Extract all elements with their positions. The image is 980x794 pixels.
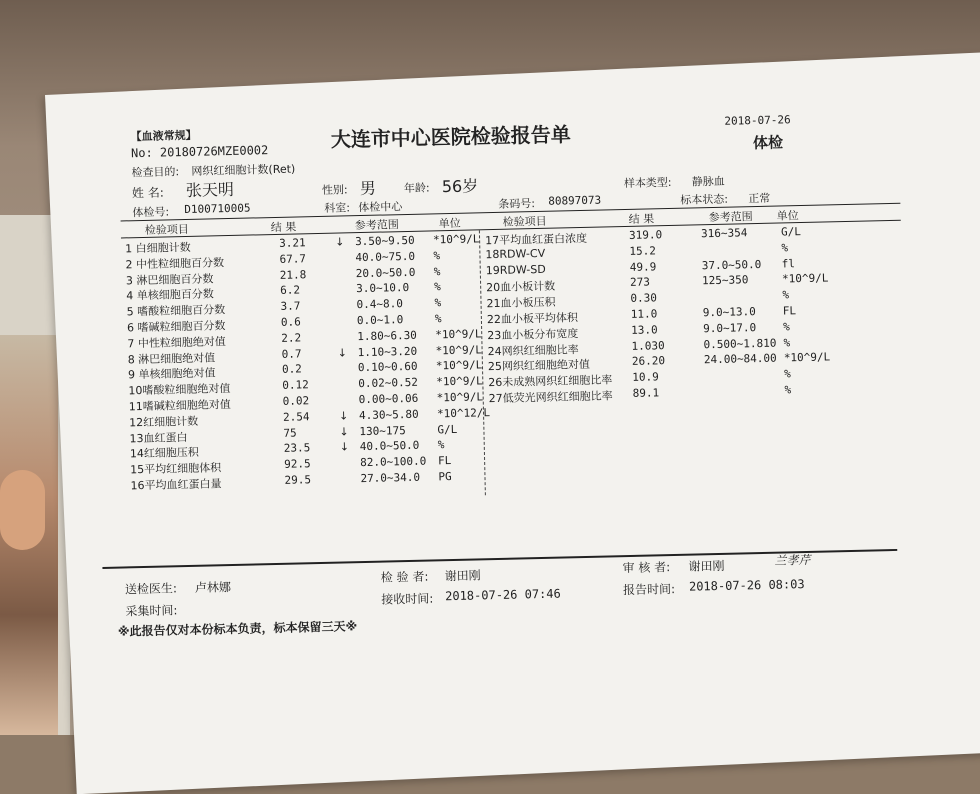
row-range: 130~175 bbox=[359, 423, 406, 438]
row-item: 19RDW-SD bbox=[485, 262, 546, 277]
row-item: 8 淋巴细胞绝对值 bbox=[127, 350, 216, 366]
row-range: 4.30~5.80 bbox=[358, 407, 419, 422]
header-range-right: 参考范围 bbox=[708, 210, 753, 225]
report-number: No: 20180726MZE0002 bbox=[130, 143, 269, 161]
row-range: 9.0~13.0 bbox=[702, 305, 756, 320]
exam-no-value: D100710005 bbox=[184, 201, 251, 217]
row-range: 1.80~6.30 bbox=[357, 328, 418, 343]
row-unit: *10^9/L bbox=[781, 271, 829, 286]
row-item: 11嗜碱粒细胞绝对值 bbox=[128, 398, 231, 414]
row-result: 3.21 bbox=[278, 236, 306, 250]
row-result: 0.2 bbox=[281, 362, 303, 377]
report-dept-type: 体检 bbox=[752, 133, 784, 153]
row-result: 29.5 bbox=[284, 473, 312, 487]
barcode-label: 条码号: bbox=[498, 197, 536, 211]
gender-label: 性别: bbox=[321, 183, 348, 197]
row-unit: FL bbox=[782, 304, 797, 318]
row-result: 2.2 bbox=[281, 331, 302, 345]
row-unit: *10^9/L bbox=[436, 390, 484, 405]
row-range: 20.0~50.0 bbox=[355, 265, 416, 280]
room-value: 体检中心 bbox=[358, 200, 403, 215]
room-label: 科室: bbox=[324, 201, 351, 215]
row-range: 0.4~8.0 bbox=[356, 297, 404, 312]
row-unit: *10^9/L bbox=[435, 327, 482, 342]
row-flag: ↓ bbox=[338, 409, 349, 423]
row-unit: *10^12/L bbox=[436, 405, 491, 421]
sample-type-value: 静脉血 bbox=[691, 174, 725, 189]
age-label: 年龄: bbox=[403, 181, 430, 196]
row-flag: ↓ bbox=[339, 424, 349, 439]
row-result: 0.30 bbox=[630, 291, 658, 306]
tester-label: 检 验 者: bbox=[380, 569, 429, 585]
tester-value: 谢田刚 bbox=[444, 568, 481, 584]
row-unit: % bbox=[434, 312, 442, 326]
row-item: 21血小板压积 bbox=[486, 295, 556, 311]
report-time-value: 2018-07-26 08:03 bbox=[688, 577, 805, 594]
row-result: 26.20 bbox=[631, 354, 666, 369]
row-unit: % bbox=[434, 296, 442, 310]
row-item: 17平均血红蛋白浓度 bbox=[484, 231, 588, 248]
row-result: 23.5 bbox=[283, 441, 311, 456]
row-unit: FL bbox=[437, 454, 452, 468]
row-unit: G/L bbox=[437, 422, 458, 436]
row-range: 0.0~1.0 bbox=[356, 313, 404, 328]
row-range: 40.0~50.0 bbox=[359, 439, 420, 454]
row-range: 40.0~75.0 bbox=[355, 249, 416, 264]
row-range: 37.0~50.0 bbox=[701, 257, 762, 272]
row-flag: ↓ bbox=[339, 440, 350, 454]
row-result: 13.0 bbox=[631, 323, 658, 337]
row-unit: PG bbox=[438, 470, 452, 484]
receive-time-label: 接收时间: bbox=[381, 591, 434, 607]
gender-value: 男 bbox=[359, 178, 377, 199]
row-item: 13血红蛋白 bbox=[129, 430, 188, 445]
row-unit: % bbox=[783, 320, 790, 334]
row-result: 15.2 bbox=[629, 244, 657, 258]
row-unit: *10^9/L bbox=[436, 374, 483, 389]
row-range: 125~350 bbox=[701, 273, 749, 288]
row-item: 16平均血红蛋白量 bbox=[130, 477, 222, 493]
row-item: 7 中性粒细胞绝对值 bbox=[127, 334, 226, 351]
report-title: 大连市中心医院检验报告单 bbox=[330, 122, 572, 152]
row-item: 27低荧光网织红细胞比率 bbox=[488, 389, 613, 406]
row-item: 15平均红细胞体积 bbox=[130, 461, 222, 477]
row-unit: *10^9/L bbox=[783, 350, 831, 365]
row-result: 6.2 bbox=[280, 283, 301, 298]
header-unit-right: 单位 bbox=[776, 209, 799, 223]
sample-type-label: 样本类型: bbox=[623, 175, 672, 191]
row-item: 26未成熟网织红细胞比率 bbox=[488, 373, 613, 390]
row-range: 3.0~10.0 bbox=[356, 281, 410, 296]
sender-label: 送检医生: bbox=[124, 581, 178, 597]
header-item-left: 检验项目 bbox=[144, 222, 189, 237]
row-result: 49.9 bbox=[629, 259, 657, 274]
row-item: 12红细胞计数 bbox=[129, 414, 199, 430]
report-date: 2018-07-26 bbox=[724, 113, 791, 128]
lab-report bbox=[52, 88, 966, 748]
row-item: 9 单核细胞绝对值 bbox=[127, 366, 216, 382]
row-unit: *10^9/L bbox=[435, 358, 483, 373]
row-unit: % bbox=[437, 438, 445, 452]
exam-no-label: 体检号: bbox=[132, 205, 170, 220]
row-result: 1.030 bbox=[631, 338, 665, 353]
row-result: 273 bbox=[629, 275, 651, 290]
name-value: 张天明 bbox=[185, 179, 235, 200]
photo-face bbox=[0, 470, 45, 550]
row-result: 89.1 bbox=[632, 386, 660, 400]
row-result: 0.7 bbox=[281, 346, 302, 361]
reviewer-value: 谢田刚 bbox=[688, 558, 725, 574]
row-item: 25网织红细胞绝对值 bbox=[487, 358, 591, 374]
header-result-right: 结 果 bbox=[628, 212, 655, 226]
row-flag: ↓ bbox=[334, 235, 345, 249]
row-item: 4 单核细胞百分数 bbox=[126, 287, 214, 303]
row-item: 3 淋巴细胞百分数 bbox=[125, 271, 214, 287]
row-unit: fl bbox=[781, 256, 796, 271]
row-range: 316~354 bbox=[700, 226, 748, 241]
row-item: 10嗜酸粒细胞绝对值 bbox=[128, 382, 231, 398]
row-range: 0.500~1.810 bbox=[703, 336, 777, 351]
reviewer-label: 审 核 者: bbox=[622, 560, 671, 576]
row-result: 11.0 bbox=[630, 307, 658, 321]
row-range: 27.0~34.0 bbox=[360, 470, 421, 486]
row-range: 82.0~100.0 bbox=[359, 454, 427, 470]
row-result: 2.54 bbox=[282, 410, 310, 424]
report-category: 【血液常规】 bbox=[130, 128, 197, 144]
row-result: 0.6 bbox=[280, 315, 301, 329]
row-unit: % bbox=[784, 383, 792, 397]
name-label: 姓 名: bbox=[131, 185, 164, 201]
collect-time-label: 采集时间: bbox=[125, 603, 178, 619]
row-item: 1 白细胞计数 bbox=[125, 240, 191, 256]
handwritten-signature: 兰孝芹 bbox=[774, 552, 811, 568]
header-unit-left: 单位 bbox=[438, 216, 461, 231]
row-result: 3.7 bbox=[280, 299, 301, 314]
row-range: 24.00~84.00 bbox=[703, 352, 777, 367]
row-result: 10.9 bbox=[632, 370, 659, 385]
row-range: 0.00~0.06 bbox=[358, 391, 419, 407]
barcode-value: 80897073 bbox=[548, 193, 602, 208]
header-range-left: 参考范围 bbox=[354, 218, 399, 233]
disclaimer-note: ※此报告仅对本份标本负责，标本保留三天※ bbox=[117, 619, 358, 639]
row-result: 92.5 bbox=[284, 457, 311, 472]
row-range: 0.10~0.60 bbox=[357, 360, 418, 375]
row-unit: G/L bbox=[780, 225, 802, 239]
row-result: 21.8 bbox=[279, 267, 307, 282]
age-value: 56岁 bbox=[441, 176, 479, 197]
row-unit: % bbox=[783, 335, 791, 350]
sample-state-value: 正常 bbox=[748, 191, 771, 206]
row-result: 319.0 bbox=[628, 228, 663, 242]
row-item: 6 嗜碱粒细胞百分数 bbox=[126, 319, 226, 335]
row-item: 2 中性粒细胞百分数 bbox=[125, 255, 225, 272]
row-unit: % bbox=[434, 280, 441, 294]
purpose-value: 网织红细胞计数(Ret) bbox=[191, 162, 296, 178]
row-item: 23血小板分布宽度 bbox=[487, 326, 579, 342]
receive-time-value: 2018-07-26 07:46 bbox=[445, 586, 561, 604]
row-unit: *10^9/L bbox=[432, 232, 480, 247]
row-unit: % bbox=[433, 264, 441, 278]
row-item: 18RDW-CV bbox=[485, 246, 546, 261]
row-item: 22血小板平均体积 bbox=[486, 311, 579, 327]
row-result: 0.12 bbox=[282, 378, 309, 393]
row-range: 9.0~17.0 bbox=[703, 320, 757, 336]
row-range: 0.02~0.52 bbox=[358, 375, 419, 391]
row-item: 5 嗜酸粒细胞百分数 bbox=[126, 303, 226, 319]
row-item: 20血小板计数 bbox=[486, 280, 556, 295]
row-item: 24网织红细胞比率 bbox=[487, 342, 579, 358]
row-result: 75 bbox=[283, 426, 297, 440]
header-item-right: 检验项目 bbox=[502, 214, 547, 229]
row-item: 14红细胞压积 bbox=[129, 446, 200, 461]
row-range: 3.50~9.50 bbox=[354, 233, 415, 249]
report-time-label: 报告时间: bbox=[622, 581, 676, 598]
row-unit: % bbox=[782, 288, 790, 302]
row-unit: *10^9/L bbox=[435, 342, 483, 357]
row-unit: % bbox=[433, 249, 441, 263]
sample-state-label: 标本状态: bbox=[680, 192, 729, 207]
header-result-left: 结 果 bbox=[270, 220, 297, 235]
row-unit: % bbox=[784, 367, 791, 381]
row-result: 67.7 bbox=[279, 252, 307, 266]
row-range: 1.10~3.20 bbox=[357, 344, 418, 359]
row-result: 0.02 bbox=[282, 394, 310, 408]
row-unit: % bbox=[781, 241, 789, 255]
row-flag: ↓ bbox=[337, 345, 347, 360]
purpose-label: 检查目的: bbox=[131, 165, 180, 180]
sender-value: 卢林娜 bbox=[194, 580, 232, 595]
